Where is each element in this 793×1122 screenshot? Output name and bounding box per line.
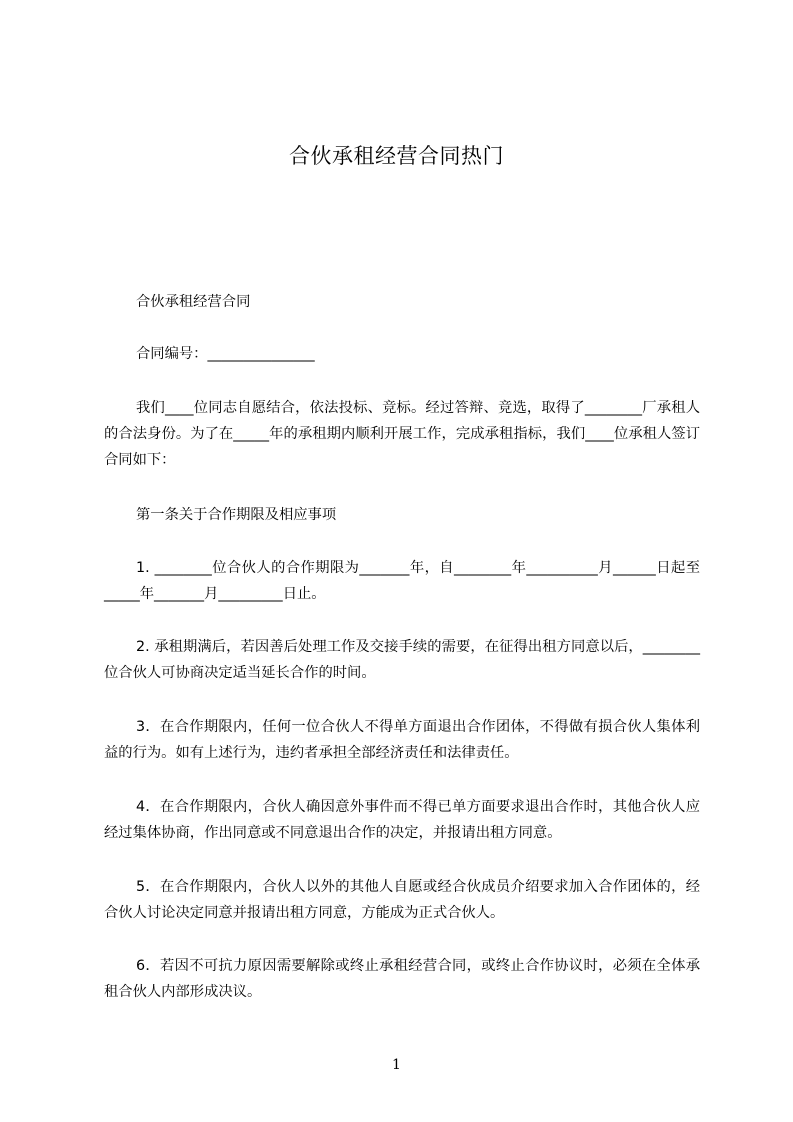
clause-4: 4．在合作期限内，合伙人确因意外事件而不得已单方面要求退出合作时，其他合伙人应经过集体协商，作出同意或不同意退出合作的决定，并报请出租方同意。 bbox=[104, 799, 700, 841]
contract-heading: 合伙承租经营合同 bbox=[136, 294, 251, 310]
contract-number-line: 合同编号：_______________ bbox=[136, 346, 315, 362]
document-title: 合伙承租经营合同热门 bbox=[289, 144, 504, 168]
clause-5: 5．在合作期限内，合伙人以外的其他人自愿或经合伙成员介绍要求加入合作团体的，经合伙人讨论决定同意并报请出租方同意，方能成为正式合伙人。 bbox=[104, 879, 700, 921]
clause-2: 2. 承租期满后，若因善后处理工作及交接手续的需要，在征得出租方同意以后，________位合伙人可协商决定适当延长合作的时间。 bbox=[104, 639, 700, 681]
clause-3: 3．在合作期限内，任何一位合伙人不得单方面退出合作团体，不得做有损合伙人集体利益的行为。如有上述行为，违约者承担全部经济责任和法律责任。 bbox=[104, 719, 700, 761]
page-number: 1 bbox=[392, 1057, 401, 1073]
article-one-heading: 第一条关于合作期限及相应事项 bbox=[136, 507, 337, 523]
clause-6: 6．若因不可抗力原因需要解除或终止承租经营合同，或终止合作协议时，必须在全体承租合伙人内部形成决议。 bbox=[104, 958, 700, 1000]
clause-1: 1. ________位合伙人的合作期限为_______年，自________年__________月______日起至_____年_______月_________日止。 bbox=[104, 560, 700, 602]
preamble-paragraph: 我们____位同志自愿结合，依法投标、竞标。经过答辩、竞选，取得了________厂承租人的合法身份。为了在_____年的承租期内顺利开展工作，完成承租指标，我们____位承租人签订合同如下： bbox=[104, 400, 700, 468]
